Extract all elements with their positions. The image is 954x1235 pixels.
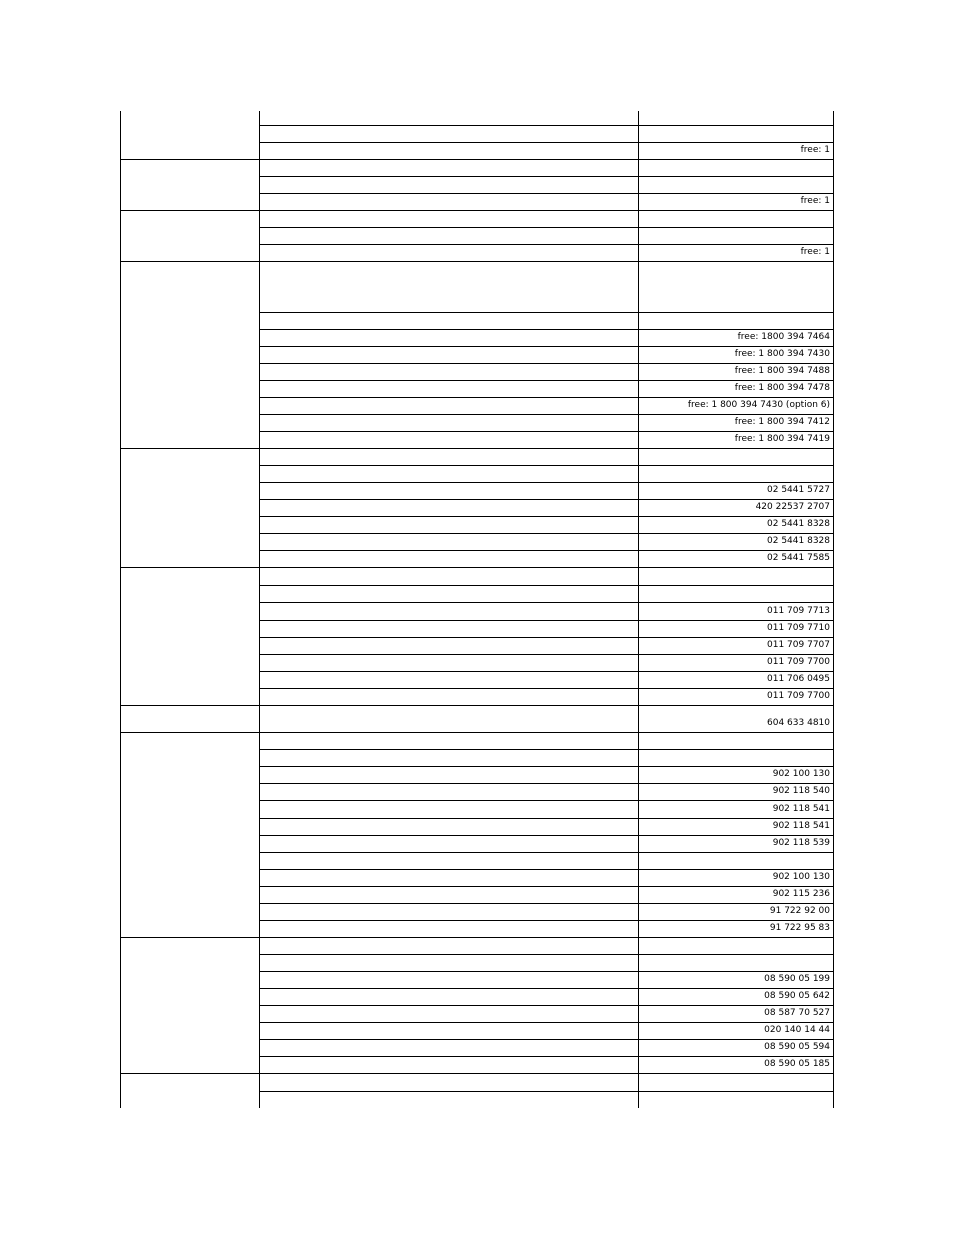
row-separator xyxy=(259,869,834,870)
row-separator xyxy=(259,1056,834,1057)
phone-number: 011 706 0495 xyxy=(767,674,830,684)
row-separator xyxy=(259,1039,834,1040)
group-separator xyxy=(120,159,834,160)
phone-number: 902 100 130 xyxy=(772,872,830,882)
row-separator xyxy=(259,1005,834,1006)
phone-number: free: 1 800 394 7430 (option 6) xyxy=(687,400,830,410)
phone-number: free: 1 xyxy=(800,196,830,206)
row-separator xyxy=(259,654,834,655)
row-separator xyxy=(259,954,834,955)
group-separator xyxy=(120,937,834,938)
phone-number: 604 633 4810 xyxy=(767,718,830,728)
row-separator xyxy=(259,602,834,603)
row-separator xyxy=(259,499,834,500)
phone-number: free: 1 xyxy=(800,247,830,257)
phone-number: 902 118 541 xyxy=(772,804,830,814)
phone-number: 08 587 70 527 xyxy=(764,1008,830,1018)
row-separator xyxy=(259,431,834,432)
phone-number: free: 1 800 394 7419 xyxy=(734,434,830,444)
phone-number: 02 5441 7585 xyxy=(767,553,830,563)
row-separator xyxy=(259,886,834,887)
phone-number: 91 722 92 00 xyxy=(769,906,830,916)
group-separator xyxy=(120,732,834,733)
row-separator xyxy=(259,142,834,143)
row-separator xyxy=(259,620,834,621)
phone-number: 902 100 130 xyxy=(772,769,830,779)
row-separator xyxy=(259,193,834,194)
row-separator xyxy=(259,465,834,466)
row-separator xyxy=(259,688,834,689)
row-separator xyxy=(259,671,834,672)
row-separator xyxy=(259,227,834,228)
row-separator xyxy=(259,988,834,989)
phone-number: 011 709 7707 xyxy=(767,640,830,650)
row-separator xyxy=(259,971,834,972)
row-separator xyxy=(259,363,834,364)
phone-number: 08 590 05 199 xyxy=(764,974,830,984)
group-separator xyxy=(120,210,834,211)
row-separator xyxy=(259,800,834,801)
phone-number: free: 1800 394 7464 xyxy=(737,332,830,342)
row-separator xyxy=(259,1091,834,1092)
group-separator xyxy=(120,261,834,262)
phone-number: free: 1 xyxy=(800,145,830,155)
phone-number: 08 590 05 594 xyxy=(764,1042,830,1052)
phone-number: 011 709 7700 xyxy=(767,691,830,701)
phone-number: 011 709 7700 xyxy=(767,657,830,667)
phone-number: 902 118 539 xyxy=(772,838,830,848)
row-separator xyxy=(259,414,834,415)
row-separator xyxy=(259,749,834,750)
row-separator xyxy=(259,125,834,126)
row-separator xyxy=(259,766,834,767)
phone-number: 02 5441 8328 xyxy=(767,519,830,529)
phone-number: free: 1 800 394 7412 xyxy=(734,417,830,427)
phone-number: 91 722 95 83 xyxy=(769,923,830,933)
row-separator xyxy=(259,533,834,534)
group-separator xyxy=(120,705,834,706)
row-separator xyxy=(259,516,834,517)
group-separator xyxy=(120,448,834,449)
phone-number: 420 22537 2707 xyxy=(755,502,830,512)
phone-number: 02 5441 8328 xyxy=(767,536,830,546)
group-separator xyxy=(120,1073,834,1074)
row-separator xyxy=(259,1022,834,1023)
phone-number: 08 590 05 185 xyxy=(764,1059,830,1069)
row-separator xyxy=(259,482,834,483)
row-separator xyxy=(259,818,834,819)
row-separator xyxy=(259,329,834,330)
row-separator xyxy=(259,312,834,313)
row-separator xyxy=(259,783,834,784)
row-separator xyxy=(259,920,834,921)
phone-number: free: 1 800 394 7478 xyxy=(734,383,830,393)
row-separator xyxy=(259,585,834,586)
phone-number: 011 709 7713 xyxy=(767,606,830,616)
row-separator xyxy=(259,550,834,551)
phone-number: 020 140 14 44 xyxy=(764,1025,830,1035)
row-separator xyxy=(259,397,834,398)
row-separator xyxy=(259,380,834,381)
phone-number: free: 1 800 394 7488 xyxy=(734,366,830,376)
row-separator xyxy=(259,835,834,836)
phone-number: 902 118 541 xyxy=(772,821,830,831)
row-separator xyxy=(259,176,834,177)
phone-number: 02 5441 5727 xyxy=(767,485,830,495)
row-separator xyxy=(259,244,834,245)
phone-number: 08 590 05 642 xyxy=(764,991,830,1001)
row-separator xyxy=(259,346,834,347)
group-separator xyxy=(120,567,834,568)
row-separator xyxy=(259,852,834,853)
phone-number: 902 118 540 xyxy=(772,786,830,796)
row-separator xyxy=(259,903,834,904)
contact-table xyxy=(120,111,835,1108)
phone-number: 902 115 236 xyxy=(772,889,830,899)
phone-number: free: 1 800 394 7430 xyxy=(734,349,830,359)
row-separator xyxy=(259,637,834,638)
phone-number: 011 709 7710 xyxy=(767,623,830,633)
